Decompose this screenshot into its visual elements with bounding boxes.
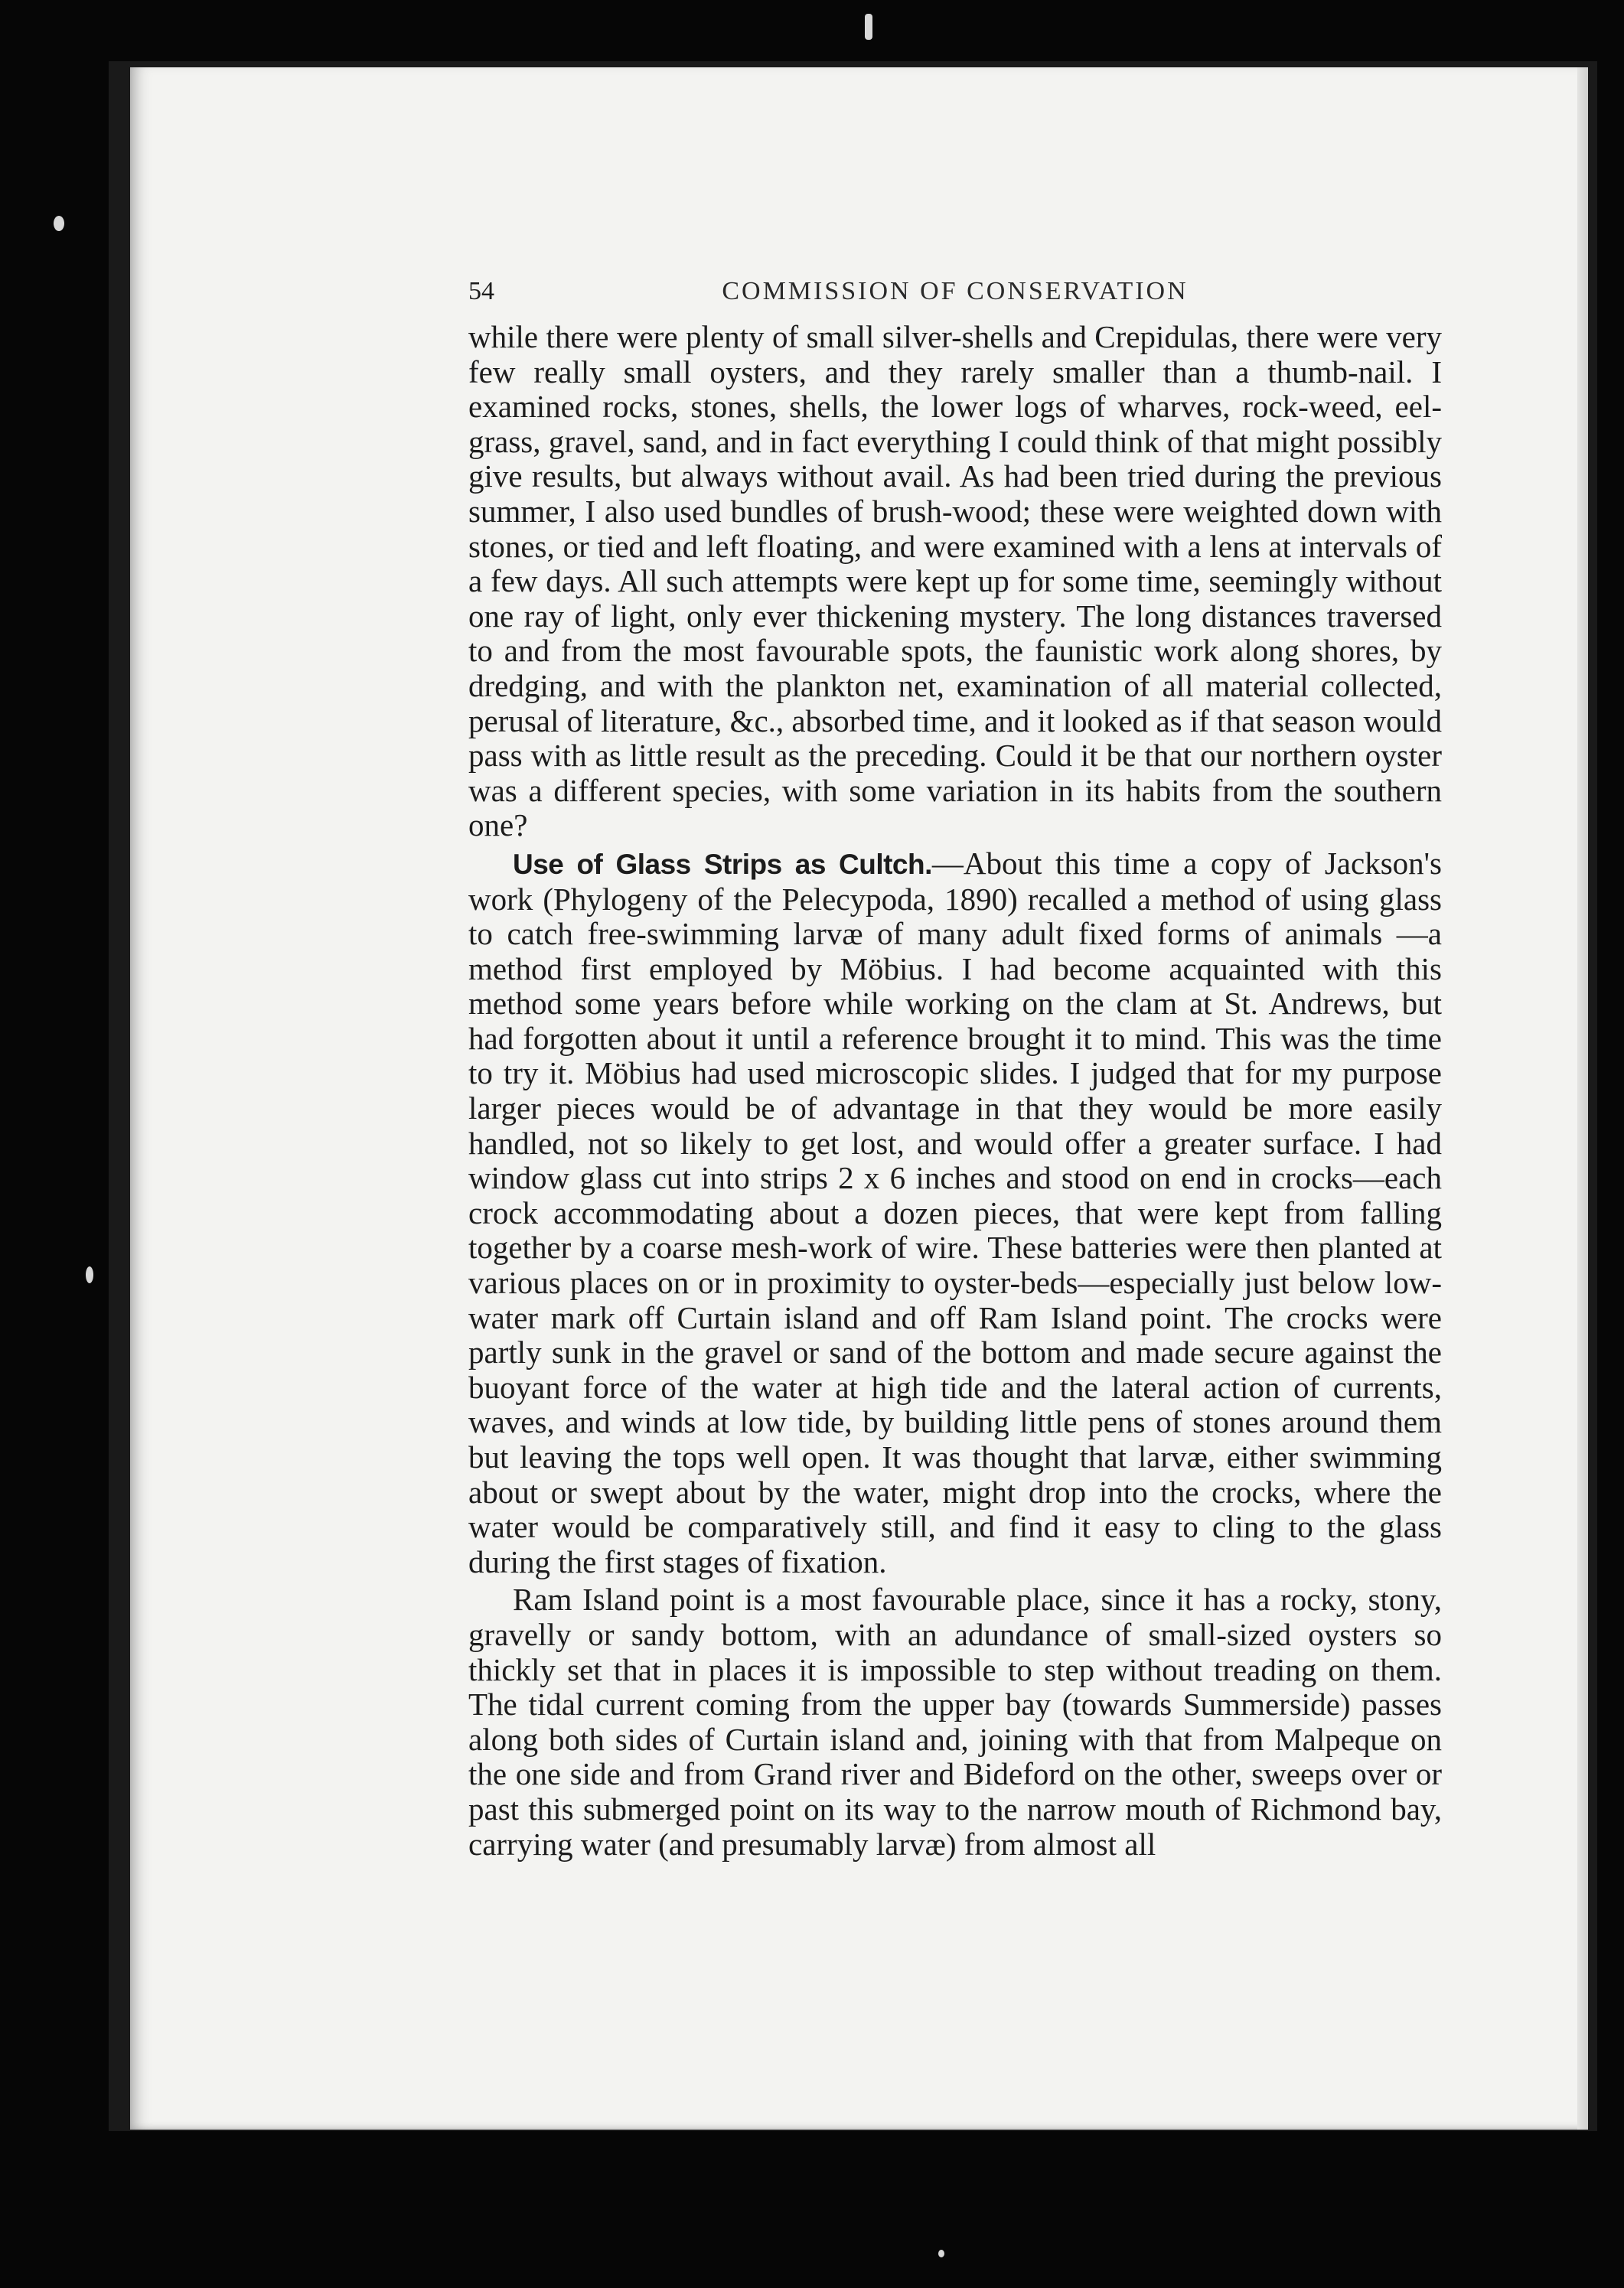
paragraph-3-text: Ram Island point is a most favourable place, since it has a rocky, stony, gravelly or sandy bottom, with an adundance of small-sized oysters so thickly set that in places it is impossible to step without treading on them. The tidal current coming from the upper bay (towards Summerside) passes along both sides of Curtain island and, joining with that from Malpeque on the one side and from Grand river and Bideford on the other, sweeps over or past this submerged point on its way to the narrow mouth of Richmond bay, carrying water (and presumably larvæ) from almost all <box>468 1582 1442 1862</box>
page-edge <box>1577 67 1588 2130</box>
paragraph-3 <box>468 1582 1442 1862</box>
scan-speck <box>865 14 872 40</box>
section-heading: Use of Glass Strips as Cultch. <box>513 848 932 880</box>
running-title: COMMISSION OF CONSERVATION <box>722 277 1189 305</box>
running-head <box>468 277 1442 320</box>
text-block <box>468 277 1442 1862</box>
scan-speck <box>54 216 64 231</box>
page-number: 54 <box>468 277 494 305</box>
paragraph-2 <box>468 846 1442 1579</box>
paragraph-1 <box>468 320 1442 843</box>
scan-speck <box>86 1266 93 1283</box>
scan-speck <box>938 2250 944 2257</box>
paragraph-1-text: while there were plenty of small silver-shells and Crepidulas, there were very f⁠⁠ew really small oysters, and they rarely smaller than a thumb-nail. I examined rocks, stones, shells, the lower logs of wharves, rock-weed, eel-grass, gravel, sand, and in fact everything I could think of that might possibly give results, but always without avail. As had been tried during the previous summer, I also used bundles of brush-wood; these were weighted down with stones, or tied and left floating, and were examined with a lens at intervals of a few days. All such attempts were kept up for some time, seemingly without one ray of light, only ever thickening mystery. The long distances traversed to and from the most favourable spots, the faunistic work along shores, by dredging, and with the plankton net, examination of all material collected, perusal of literature, &c., absorbed time, and it looked as if that season would pass with as little result as the preceding. Could it be that our northern oyster was a different species, with some variation in its habits from the southern one? <box>468 319 1442 843</box>
paragraph-2-text: —About this time a copy of Jackson's work (Phylogeny of the Pelecypoda, 1890) recalled a method of using glass to catch free-swimming larvæ of many adult fixed forms of animals —a method first employed by Möbius. I had become acquainted with this method some years before while working on the clam at St. Andrews, but had forgotten about it until a reference brought it to mind. This was the time to try it. Möbius had used microscopic slides. I judged that for my purpose larger pieces would be of advantage in that they would be more easily handled, not so likely to get lost, and would offer a greater surface. I had window glass cut into strips 2 x 6 inches and stood on end in crocks—each crock accommodating about a dozen pieces, that were kept from falling together by a coarse mesh-work of wire. These batteries were then planted at various places on or in proximity to oyster-beds—especially just below low-water mark off Curtain island and off Ram Island point. The crocks were partly sunk in the gravel or sand of the bottom and made secure against the buoyant force of the water at high tide and the lateral action of currents, waves, and winds at low tide, by building little pens of stones around them but leaving the tops well open. It was thought that larvæ, either swimming about or swept about by the water, might drop into the crocks, where the water would be comparatively still, and find it easy to cling to the glass during the first stages of fixation. <box>468 845 1442 1579</box>
